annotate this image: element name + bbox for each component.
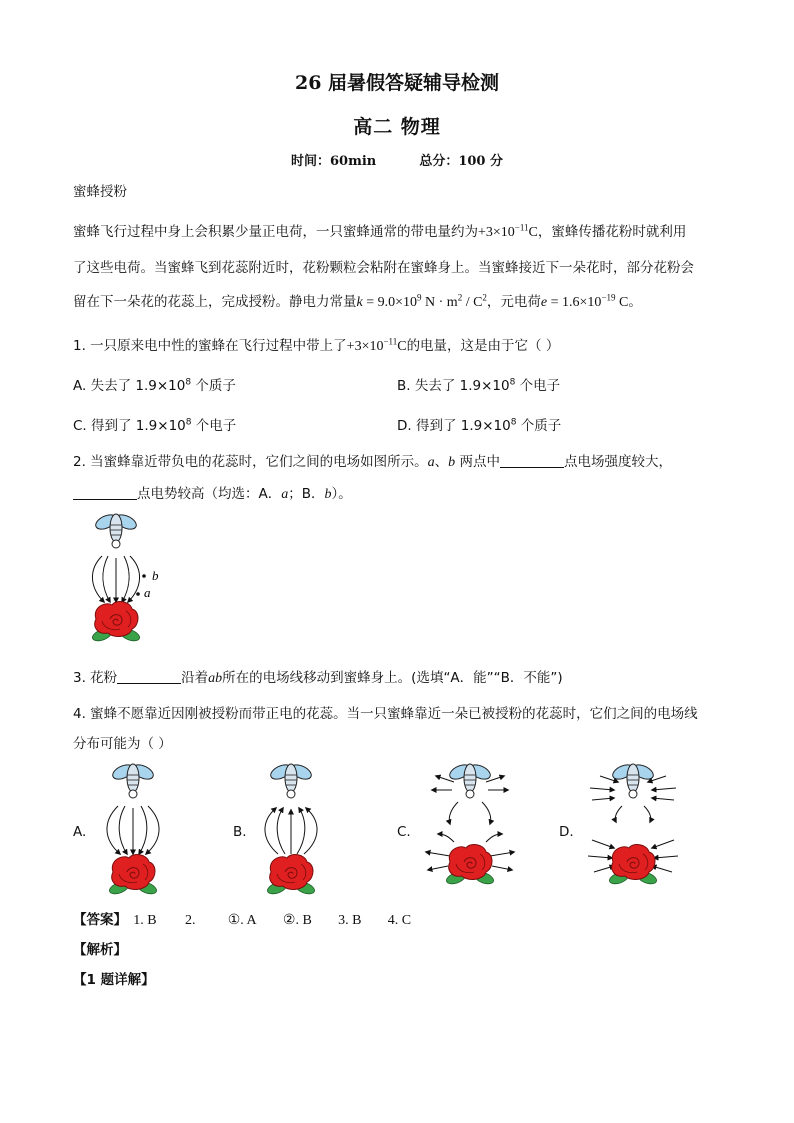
q4-option-b-figure[interactable] (246, 760, 336, 898)
q4-option-a-figure[interactable] (88, 760, 178, 898)
answer-4: 4. C (387, 913, 412, 928)
point-a-label: a (144, 585, 151, 600)
answer-2-1: ①. A (227, 913, 257, 928)
intro-text: ，蜜蜂传播花粉时就利用 (537, 224, 687, 240)
answer-1: 1. B (133, 913, 157, 928)
coulomb-constant: $k = 9.0\times 10^9$ $N \cdot m^2 / C^2$ (356, 292, 487, 310)
exam-title: 26 届暑假答疑辅导检测 (294, 72, 500, 94)
q4-option-d-label[interactable]: D. (559, 824, 574, 840)
charge-value: $+3\times 10^{-11}C$ (478, 222, 538, 240)
question-1-stem: 1. 一只原来电中性的蜜蜂在飞行过程中带上了$+3\times 10^{-11}C$的电量，这是由于它（ ） (73, 336, 560, 354)
question-1-option-c[interactable]: C. 得到了 $1.9\times 10^8$ 个电子 (73, 417, 237, 434)
intro-line-1 (73, 222, 686, 243)
q4-option-a-label[interactable]: A. (73, 824, 87, 840)
elementary-charge: $e = 1.6\times 10^{-19}$ C (540, 292, 629, 310)
answer-row (73, 910, 411, 931)
intro-text: 留在下一朵花的花蕊上，完成授粉。静电力常量 (73, 294, 357, 310)
question-2-line-2: 点电势较高（均选：A．a；B．b）。 (73, 484, 352, 505)
answer-blank[interactable] (73, 485, 137, 500)
q4-option-c-figure[interactable] (408, 760, 532, 898)
answer-2-2: ②. B (282, 913, 312, 928)
exam-score: 总分：100 分 (419, 154, 503, 169)
intro-line-2: 了这些电荷。当蜜蜂飞到花蕊附近时，花粉颗粒会粘附在蜜蜂身上。当蜜蜂接近下一朵花时，部分花粉会 (73, 260, 694, 276)
answer-2: 2. (184, 913, 196, 928)
answer-blank[interactable] (117, 669, 181, 684)
question-3: 3. 花粉 沿着ab所在的电场线移动到蜜蜂身上。(选填“A．能”“B．不能”) (73, 670, 563, 686)
question-1-option-b[interactable]: B. 失去了 $1.9\times 10^8$ 个电子 (397, 377, 561, 394)
exam-meta (0, 150, 794, 169)
q4-option-d-figure[interactable] (578, 760, 688, 898)
point-b-label: b (152, 568, 159, 583)
answer-blank[interactable] (500, 453, 564, 468)
intro-line-3: 留在下一朵花的花蕊上，完成授粉。静电力常量$k = 9.0\times 10^9$ $N \cdot m^2 / C^2$，元电荷$e = 1.6\times 10^{-19}$ C。 (73, 292, 642, 310)
q2-field-figure (66, 510, 176, 655)
answer-3: 3. B (338, 913, 362, 928)
question-4-line-1: 4. 蜜蜂不愿靠近因刚被授粉而带正电的花蕊。当一只蜜蜂靠近一朵已被授粉的花蕊时，它们之间的电场线 (73, 706, 698, 722)
exam-time: 时间：60min (291, 154, 377, 169)
question-1-option-d[interactable]: D. 得到了 $1.9\times 10^8$ 个质子 (397, 417, 562, 434)
detail-label: 【1 题详解】 (73, 972, 155, 988)
intro-text: ，元电荷 (486, 294, 541, 310)
analysis-label: 【解析】 (73, 942, 127, 958)
question-1-option-a[interactable]: A. 失去了 $1.9\times 10^8$ 个质子 (73, 377, 236, 394)
q4-option-b-label[interactable]: B. (233, 824, 247, 840)
q4-option-c-label[interactable]: C. (397, 824, 411, 840)
exam-subject: 高二 物理 (353, 116, 441, 138)
section-label: 蜜蜂授粉 (73, 184, 127, 200)
question-2-line-1: 2. 当蜜蜂靠近带负电的花蕊时，它们之间的电场如图所示。a、b 两点中 点电场强度较大， (73, 454, 672, 470)
intro-text: 蜜蜂飞行过程中身上会积累少量正电荷，一只蜜蜂通常的带电量约为 (73, 224, 478, 240)
question-4-line-2: 分布可能为（ ） (73, 736, 172, 752)
answer-label: 【答案】 (73, 912, 127, 928)
